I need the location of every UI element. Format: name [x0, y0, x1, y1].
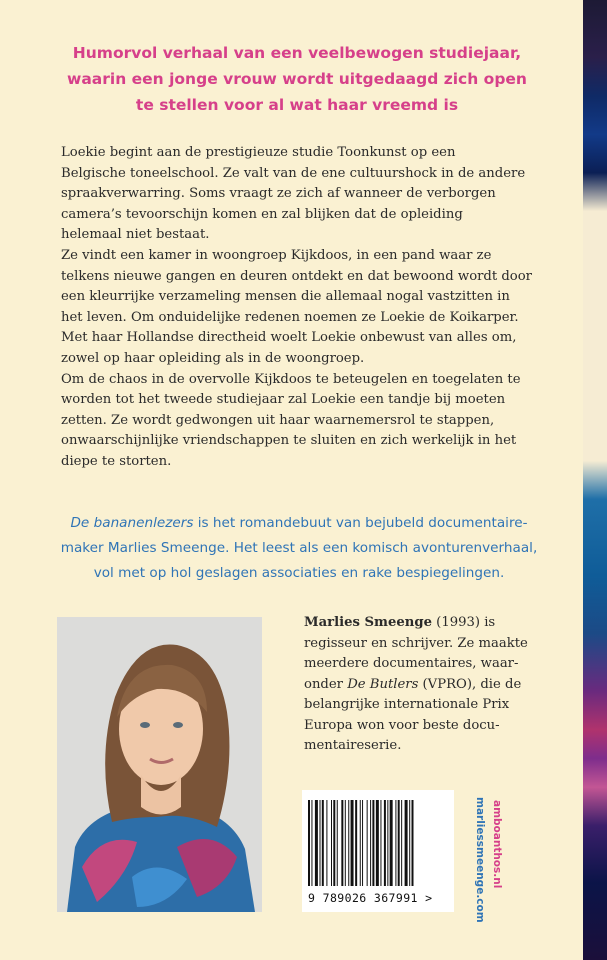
synopsis-line: Belgische toneelschool. Ze valt van de ene cultuurshock in de andere [61, 165, 526, 181]
tagline-line: waarin een jonge vrouw wordt uitgedaagd zich open [67, 70, 527, 88]
barcode-bar [345, 800, 346, 886]
barcode-bar [355, 800, 357, 886]
blurb-line: maker Marlies Smeenge. Het leest als een komisch avonturenverhaal, [60, 540, 538, 556]
synopsis-line: Ze vindt een kamer in woongroep Kijkdoos, in een pand waar ze [61, 247, 492, 263]
book-title: De bananenlezers [70, 515, 194, 531]
synopsis-line: worden tot het tweede studiejaar zal Loekie een tandje bij moeten [61, 392, 506, 408]
synopsis-line: Om de chaos in de overvolle Kijkdoos te beteugelen en toegelaten te [61, 371, 521, 387]
barcode-bar [401, 800, 402, 886]
author-name: Marlies Smeenge [304, 615, 432, 630]
bio-text: (1993) is [431, 615, 496, 630]
author-url[interactable]: marliessmeenge.com [474, 797, 486, 923]
bio-line: belangrijke internationale Prix [304, 697, 510, 712]
bio-line [304, 675, 524, 696]
bio-text: (VPRO), die de [418, 676, 522, 692]
barcode-bar [395, 800, 396, 886]
barcode-bar [308, 800, 310, 886]
barcode-bar [376, 800, 379, 886]
synopsis-line: spraakverwarring. Soms vraagt ze zich af wanneer de verborgen [61, 186, 496, 202]
barcode-bar [398, 800, 400, 886]
barcode-bar [409, 800, 410, 886]
synopsis-line: camera’s tevoorschijn komen en zal blijken dat de opleiding [61, 206, 463, 222]
bio-line: meerdere documentaires, waar- [304, 656, 519, 671]
publisher-url[interactable]: amboanthos.nl [491, 800, 503, 889]
barcode-bar [341, 800, 343, 886]
bio-line: Europa won voor beste docu- [304, 717, 500, 733]
barcode-bar [362, 800, 363, 886]
author-portrait [57, 617, 262, 912]
barcode-bar [311, 800, 312, 886]
barcode-bar [387, 800, 388, 886]
documentary-title: De Butlers [347, 676, 419, 692]
barcode-bar [405, 800, 408, 886]
blurb [60, 511, 538, 586]
barcode-bars [302, 790, 454, 890]
barcode-bar [372, 800, 374, 886]
synopsis-line: Met haar Hollandse directheid woelt Loekie onbewust van alles om, [61, 330, 517, 346]
barcode-bar [351, 800, 354, 886]
barcode-bar [384, 800, 386, 886]
synopsis-line: Loekie begint aan de prestigieuze studie Toonkunst op een [61, 145, 456, 160]
barcode-bar [412, 800, 414, 886]
synopsis-line: zetten. Ze wordt gedwongen uit haar waarnemersrol te stappen, [61, 412, 495, 428]
barcode-bar [360, 800, 361, 886]
barcode-bar [320, 800, 321, 886]
bio-line: regisseur en schrijver. Ze maakte [304, 635, 528, 651]
tagline-line: te stellen voor al wat haar vreemd is [135, 96, 459, 114]
author-photo [57, 617, 262, 912]
barcode-bar [370, 800, 371, 886]
blurb-line: vol met op hol geslagen associaties en rake bespiegelingen. [93, 565, 505, 581]
barcode-bar [348, 800, 349, 886]
bio-line [304, 613, 524, 634]
bio-text: onder [304, 676, 348, 692]
isbn-number: 9 789026 367991 > [308, 891, 433, 905]
barcode-bar [331, 800, 332, 886]
author-bio [304, 613, 528, 757]
bio-line: mentaireserie. [304, 738, 402, 753]
barcode-bar [337, 800, 338, 886]
synopsis-line: een kleurrijke verzameling mensen die allemaal nogal vastzitten in [61, 289, 510, 305]
barcode-bar [326, 800, 327, 886]
synopsis-line: het leven. Om onduidelijke redenen noemen ze Loekie de Koikarper. [61, 309, 519, 325]
cover-wrap-edge [583, 0, 607, 960]
barcode-bar [390, 800, 393, 886]
barcode-bar [315, 800, 318, 886]
synopsis-line: onwaarschijnlijke vriendschappen te sluiten en zich werkelijk in het [61, 433, 517, 449]
synopsis [61, 143, 541, 473]
synopsis-line: telkens nieuwe gangen en deuren ontdekt en dat bewoond wordt door [61, 268, 532, 284]
tagline [62, 40, 532, 118]
barcode-bar [367, 800, 368, 886]
synopsis-line: helemaal niet bestaat. [61, 227, 210, 243]
barcode-bar [380, 800, 381, 886]
synopsis-line: zowel op haar opleiding als in de woongroep. [61, 350, 365, 366]
barcode-bar [333, 800, 335, 886]
barcode-bar [322, 800, 324, 886]
blurb-text: is het romandebuut van bejubeld documentaire- [193, 515, 528, 531]
synopsis-line: diepe te storten. [61, 453, 172, 469]
tagline-line: Humorvol verhaal van een veelbewogen studiejaar, [72, 44, 522, 62]
blurb-line [60, 511, 538, 536]
